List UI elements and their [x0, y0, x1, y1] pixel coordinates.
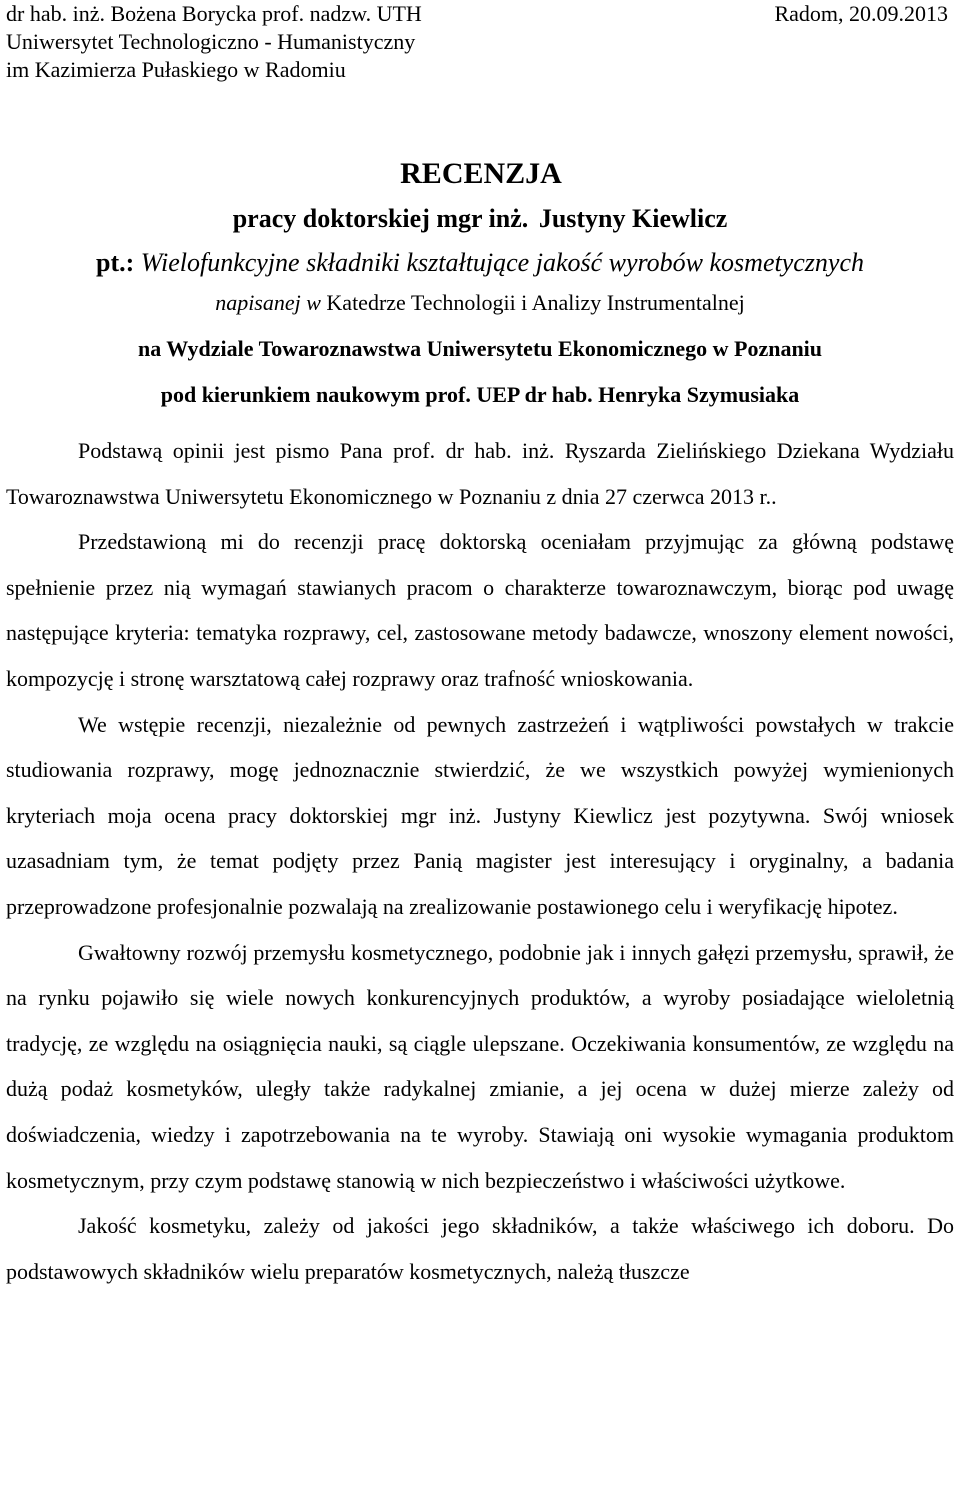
author-line: dr hab. inż. Bożena Borycka prof. nadzw. UTH [6, 1, 422, 26]
document-heading: RECENZJA [400, 157, 562, 190]
written-department: Katedrze Technologii i Analizy Instrumentalnej [326, 290, 745, 315]
paragraph-4: Gwałtowny rozwój przemysłu kosmetycznego, podobnie jak i innych gałęzi przemysłu, sprawił, że na rynku pojawiło się wiele nowych konkurencyjnych produktów, a wyroby posiadające wieloletnią tradycję, ze względu na osiągnięcia nauki, są ciągle ulepszane. Oczekiwania konsumentów, ze względu na dużą podaż kosmetyków, uległy także radykalnej zmianie, a jej ocena w dużej mierze zależy od doświadczenia, wiedzy i zapotrzebowania na te wyroby. Stawiają oni wysokie wymagania produktom kosmetycznym, przy czym podstawę stanowią w nich bezpieczeństwo i właściwości użytkowe. [6, 939, 954, 1193]
subtitle-name: Justyny Kiewlicz [538, 204, 728, 233]
written-line-3: pod kierunkiem naukowym prof. UEP dr hab. Henryka Szymusiaka [160, 382, 800, 407]
document-body [6, 428, 954, 1294]
paragraph-3: We wstępie recenzji, niezależnie od pewnych zastrzeżeń i wątpliwości powstałych w trakcie studiowania rozprawy, mogę jednoznacznie stwierdzić, że we wszystkich powyżej wymienionych kryteriach moja ocena pracy doktorskiej mgr inż. Justyny Kiewlicz jest pozytywna. Swój wniosek uzasadniam tym, że temat podjęty przez Panią magister jest interesujący i oryginalny, a badania przeprowadzone profesjonalnie pozwalają na zrealizowanie postawionego celu i weryfikację hipotez. [6, 711, 954, 919]
subtitle-prefix: pracy doktorskiej mgr inż. [232, 204, 529, 233]
thesis-title: Wielofunkcyjne składniki kształtujące jakość wyrobów kosmetycznych [140, 248, 864, 277]
university-line-1: Uniwersytet Technologiczno - Humanistyczny [6, 29, 416, 54]
written-at-block [6, 290, 954, 408]
title-block [6, 154, 954, 408]
paragraph-2: Przedstawioną mi do recenzji pracę doktorską oceniałam przyjmując za główną podstawę spełnienie przez nią wymagań stawianych pracom o charakterze towaroznawczym, biorąc pod uwagę następujące kryteria: tematyka rozprawy, cel, zastosowane metody badawcze, wnoszony element nowości, kompozycję i stronę warsztatową całej rozprawy oraz trafność wnioskowania. [6, 529, 954, 691]
place-date: Radom, 20.09.2013 [774, 1, 948, 26]
document-header [6, 0, 954, 84]
written-line-1 [6, 290, 954, 316]
document-subtitle [6, 202, 954, 236]
university-line-2: im Kazimierza Pułaskiego w Radomiu [6, 57, 346, 82]
thesis-title-line [6, 246, 954, 280]
written-line-2: na Wydziale Towaroznawstwa Uniwersytetu Ekonomicznego w Poznaniu [137, 336, 823, 361]
thesis-prefix: pt.: [96, 248, 141, 277]
written-prefix: napisanej w [215, 290, 327, 315]
paragraph-1: Podstawą opinii jest pismo Pana prof. dr hab. inż. Ryszarda Zielińskiego Dziekana Wydziału Towaroznawstwa Uniwersytetu Ekonomicznego w Poznaniu z dnia 27 czerwca 2013 r.. [6, 438, 954, 509]
paragraph-5: Jakość kosmetyku, zależy od jakości jego składników, a także właściwego ich doboru. Do podstawowych składników wielu preparatów kosmetycznych, należą tłuszcze [6, 1213, 954, 1284]
